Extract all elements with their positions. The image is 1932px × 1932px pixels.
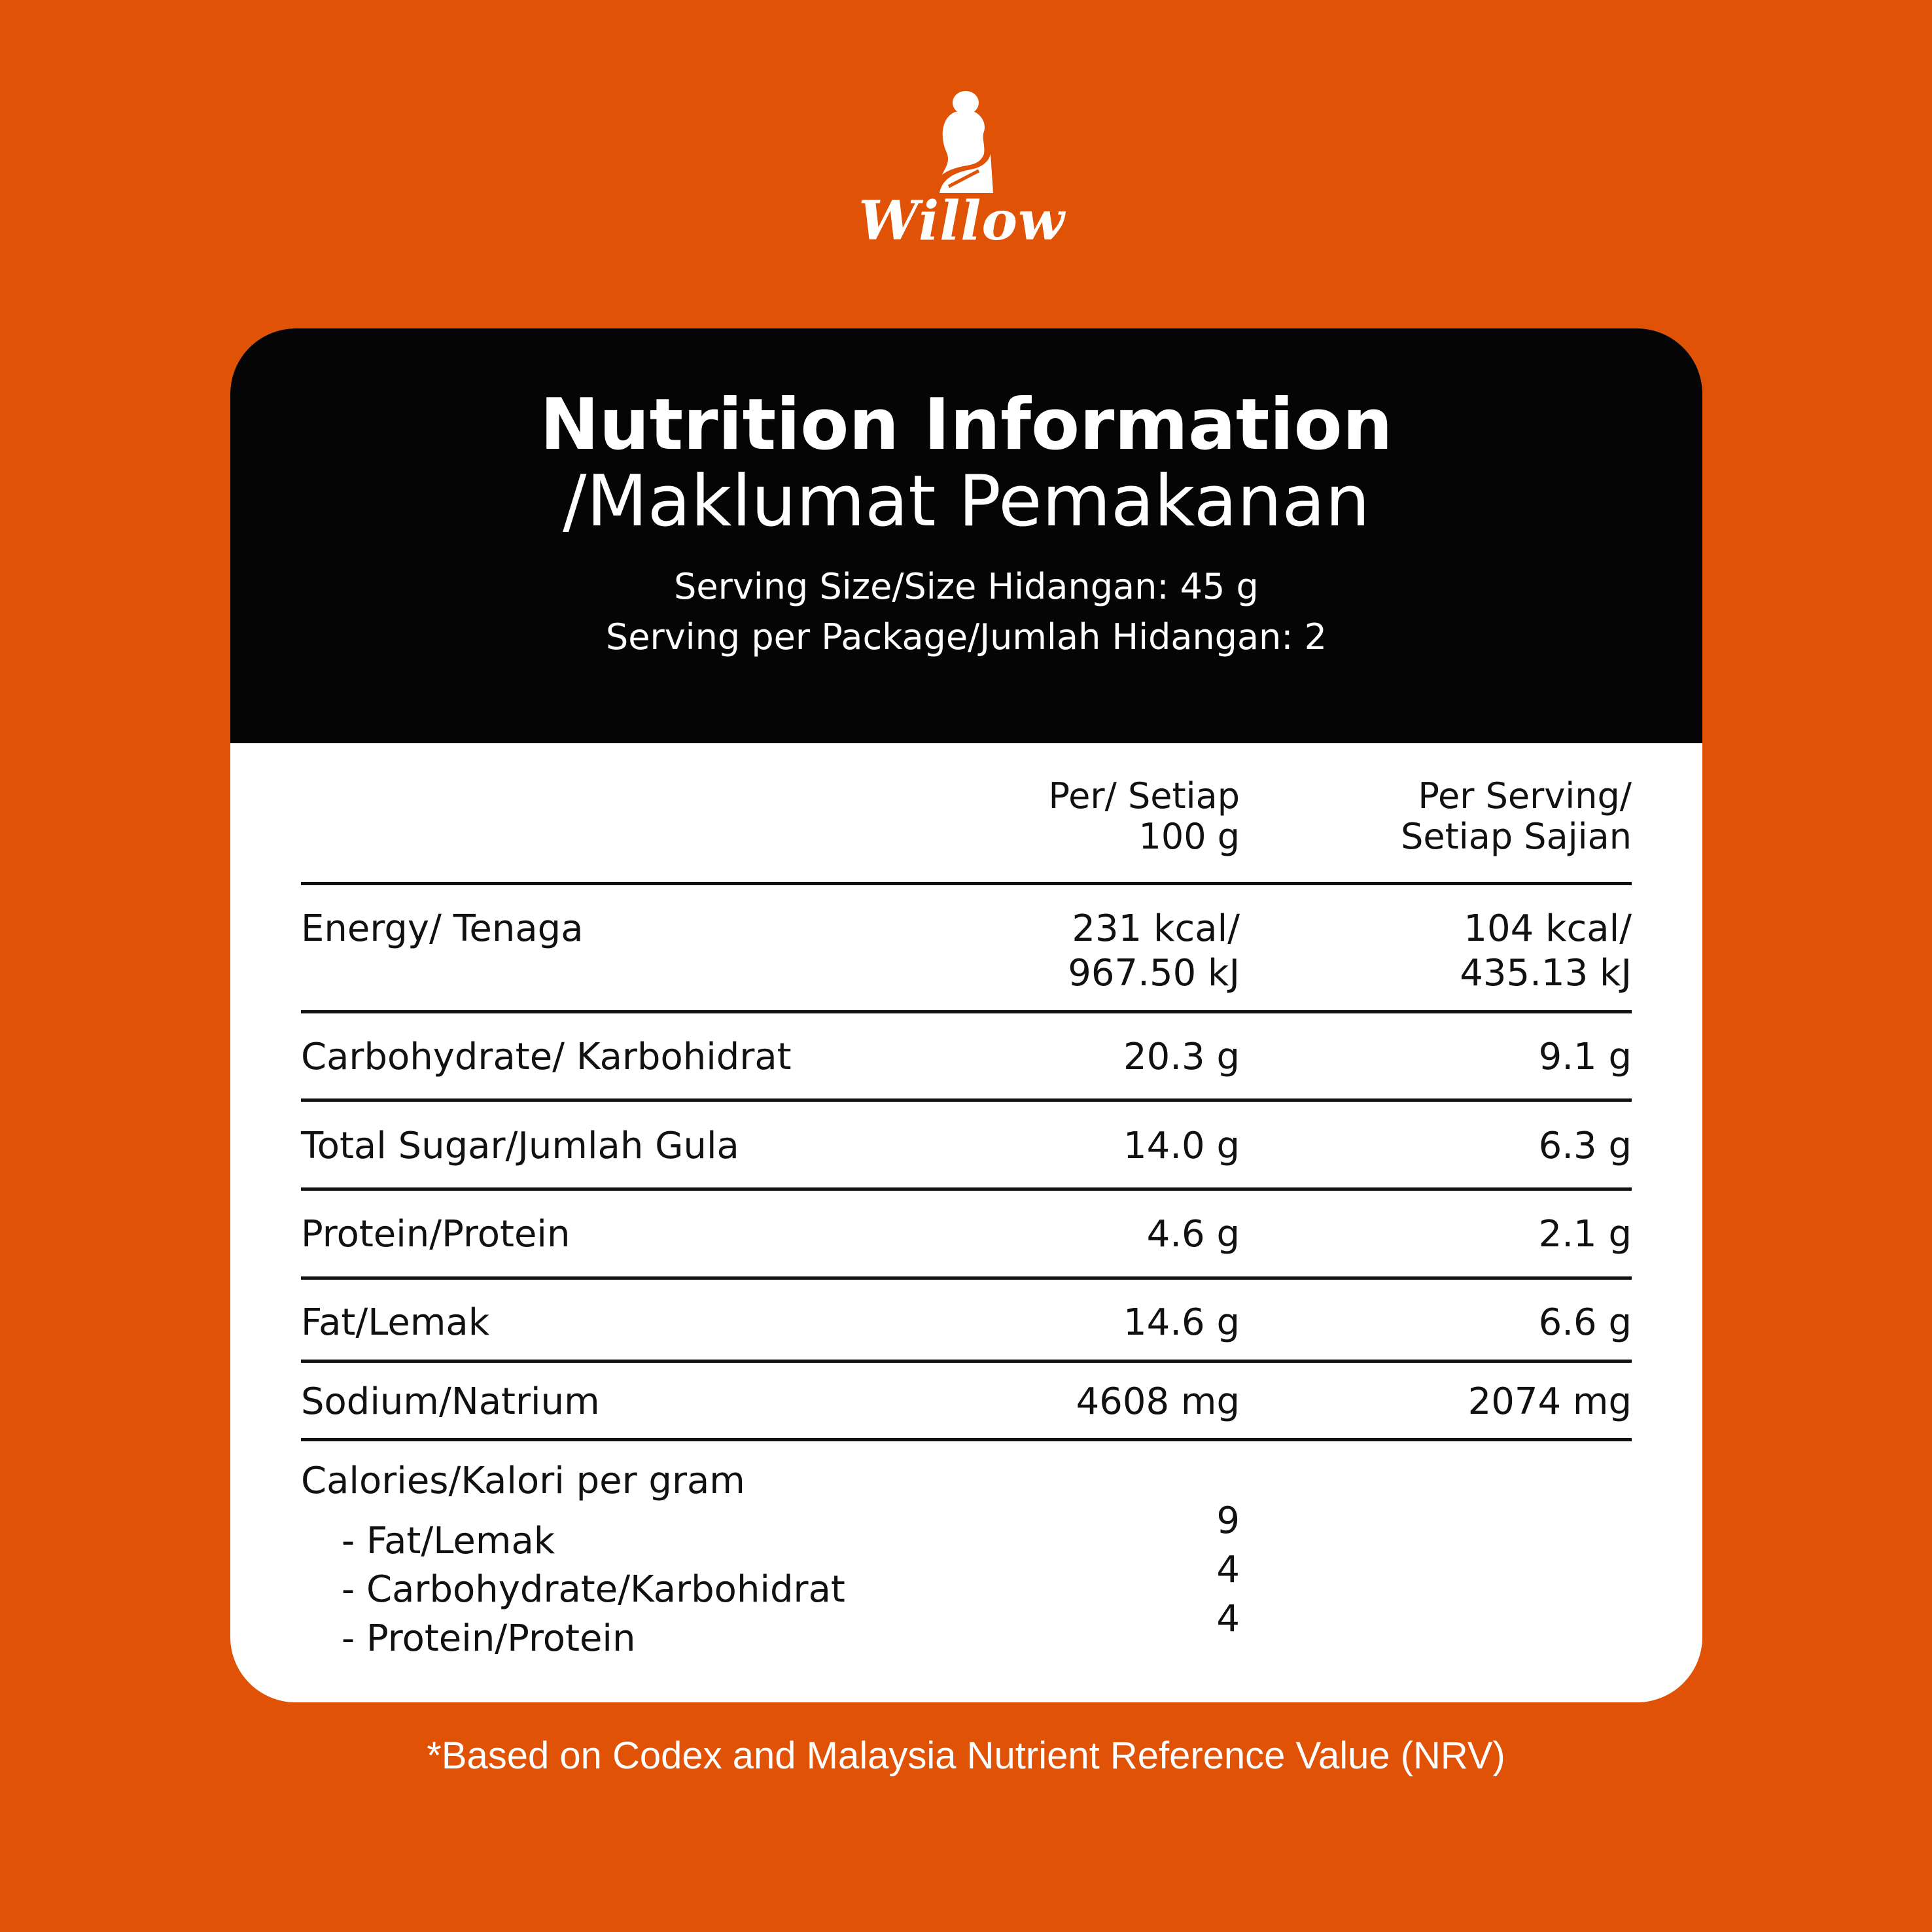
calories-protein-value: 4 xyxy=(1216,1598,1240,1640)
calories-carbohydrate-value: 4 xyxy=(1216,1549,1240,1591)
brand-name: Willow xyxy=(858,190,1065,253)
row-label-protein: Protein/Protein xyxy=(301,1213,571,1256)
calories-protein-label: - Protein/Protein xyxy=(342,1617,636,1660)
divider xyxy=(301,882,1632,885)
brand-logo xyxy=(851,88,1073,252)
divider xyxy=(301,1098,1632,1102)
sugar-per100: 14.0 g xyxy=(1123,1125,1240,1167)
calories-fat-value: 9 xyxy=(1216,1500,1240,1542)
sodium-perserving: 2074 mg xyxy=(1467,1380,1632,1423)
serving-size: Serving Size/Size Hidangan: 45 g xyxy=(674,566,1259,607)
protein-perserving: 2.1 g xyxy=(1538,1213,1632,1256)
fat-perserving: 6.6 g xyxy=(1538,1301,1632,1344)
woman-silhouette-icon xyxy=(851,88,1073,193)
calories-fat-label: - Fat/Lemak xyxy=(342,1520,555,1562)
carbohydrate-per100: 20.3 g xyxy=(1123,1036,1240,1078)
nutrition-card xyxy=(230,328,1702,1702)
sodium-per100: 4608 mg xyxy=(1076,1380,1240,1423)
row-label-sugar: Total Sugar/Jumlah Gula xyxy=(301,1125,739,1167)
divider xyxy=(301,1187,1632,1191)
divider xyxy=(301,1438,1632,1441)
divider xyxy=(301,1276,1632,1280)
row-label-fat: Fat/Lemak xyxy=(301,1301,490,1344)
row-label-sodium: Sodium/Natrium xyxy=(301,1380,600,1423)
row-label-energy: Energy/ Tenaga xyxy=(301,907,584,950)
energy-per100: 231 kcal/ 967.50 kJ xyxy=(1068,907,1240,994)
protein-per100: 4.6 g xyxy=(1146,1213,1240,1256)
title-line1: Nutrition Information xyxy=(540,384,1393,466)
divider xyxy=(301,1010,1632,1013)
calories-per-gram-label: Calories/Kalori per gram xyxy=(301,1460,745,1502)
title-line2: /Maklumat Pemakanan xyxy=(563,461,1370,542)
divider xyxy=(301,1360,1632,1363)
carbohydrate-perserving: 9.1 g xyxy=(1538,1036,1632,1078)
footnote: *Based on Codex and Malaysia Nutrient Reference Value (NRV) xyxy=(427,1734,1505,1777)
column-header-per100: Per/ Setiap 100 g xyxy=(1048,775,1240,857)
fat-per100: 14.6 g xyxy=(1123,1301,1240,1344)
energy-perserving: 104 kcal/ 435.13 kJ xyxy=(1460,907,1632,994)
row-label-carbohydrate: Carbohydrate/ Karbohidrat xyxy=(301,1036,792,1078)
sugar-perserving: 6.3 g xyxy=(1538,1125,1632,1167)
calories-carbohydrate-label: - Carbohydrate/Karbohidrat xyxy=(342,1568,845,1611)
column-header-perserving: Per Serving/ Setiap Sajian xyxy=(1401,775,1632,857)
servings-per-package: Serving per Package/Jumlah Hidangan: 2 xyxy=(606,616,1327,658)
card-header xyxy=(230,328,1702,743)
